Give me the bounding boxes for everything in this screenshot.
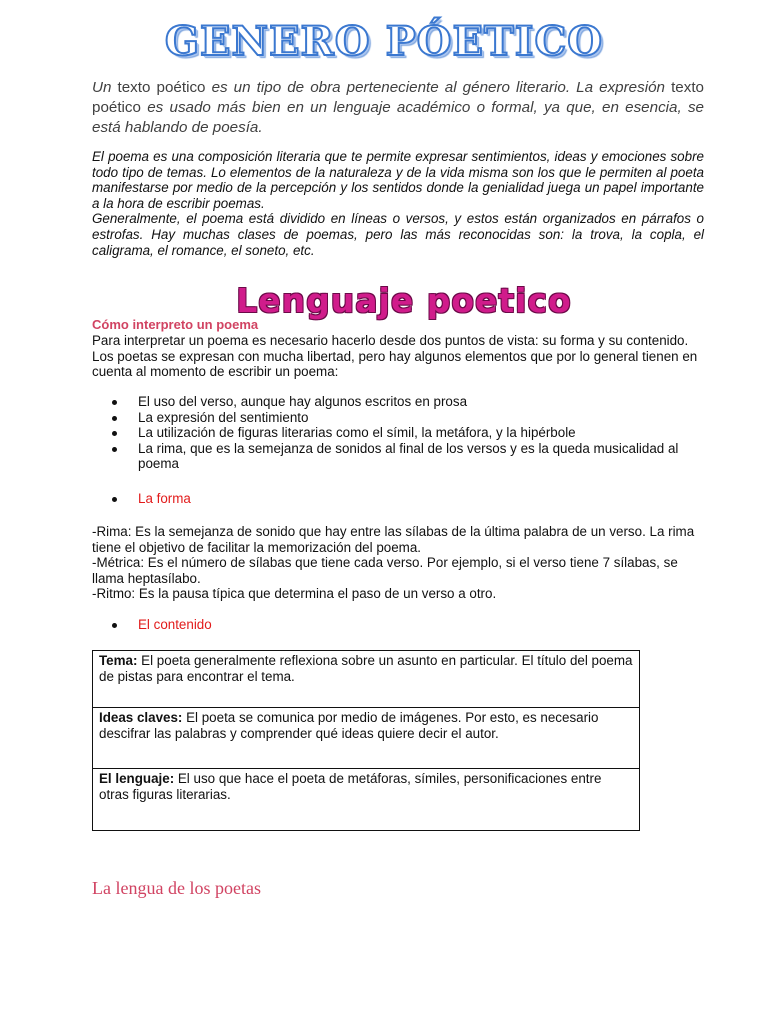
section-heading-lengua: La lengua de los poetas [92,878,261,898]
list-item [112,410,704,426]
interpretation-p1: Para interpretar un poema es necesario hacerlo desde dos puntos de vista: su forma y su contenido. [92,333,689,348]
table-row [93,708,640,769]
intro-part: Un [92,79,118,96]
poem-description-p2: Generalmente, el poema está dividido en líneas o versos, y estos están organizados en párrafos o estrofas. Hay muchas clases de poemas, pero las más reconocidas son: la trova, la copla, el caligrama, el romance, el soneto, etc. [92,211,704,258]
definition-ritmo: -Ritmo: Es la pausa típica que determina el paso de un verso a otro. [92,586,497,602]
bullet-icon [112,447,117,452]
contenido-label [112,617,212,632]
forma-label [112,491,191,506]
row-text: El uso que hace el poeta de metáforas, símiles, personificaciones entre otras figuras literarias. [99,771,602,802]
page-title: GENERO PÓETICO [164,18,604,65]
interpretation-p2: Los poetas se expresan con mucha libertad, pero hay algunos elementos que por lo general tienen en cuenta al momento de escribir un poema: [92,348,698,380]
elements-list [112,394,704,472]
bullet-icon [112,400,117,405]
bullet-icon [112,497,117,502]
forma-definitions [92,524,704,602]
intro-paragraph [92,78,704,138]
row-label: El lenguaje: [99,771,175,786]
row-text: El poeta generalmente reflexiona sobre un asunto en particular. El título del poema de pistas para encontrar el tema. [99,653,633,684]
table-cell [93,769,640,831]
contenido-label-text: El contenido [138,617,212,632]
list-item-text: La expresión del sentimiento [138,409,309,425]
table-cell [93,708,640,769]
row-text: El poeta se comunica por medio de imágenes. Por esto, es necesario descifrar las palabras y comprender qué ideas quiere decir el autor. [99,710,599,741]
intro-part: es usado más bien en un lenguaje académico o formal, ya que, en esencia, se está hablando de poesía. [92,99,704,136]
poem-description-p1: El poema es una composición literaria que te permite expresar sentimientos, ideas y emociones sobre todo tipo de temas. Lo elementos de la naturaleza y de la vida misma son los que le permiten al poeta manifestarse por medio de la percepción y los sentidos donde la genialidad juega un papel importante a la hora de escribir poemas. [92,149,704,211]
list-item-text: La utilización de figuras literarias como el símil, la metáfora, y la hipérbole [138,425,576,441]
row-label: Tema: [99,653,138,668]
section-title-lenguaje: Lenguaje poetico [236,281,572,320]
list-item [112,441,704,472]
bullet-icon [112,623,117,628]
list-item [112,425,704,441]
poem-description [92,149,704,258]
interpretation-text [92,333,704,380]
list-item-text: La rima, que es la semejanza de sonidos al final de los versos y es la queda musicalidad al poema [138,440,679,472]
bullet-icon [112,431,117,436]
row-label: Ideas claves: [99,710,183,725]
bullet-icon [112,416,117,421]
list-item-text: El uso del verso, aunque hay algunos escritos en prosa [138,394,468,409]
table-row [93,769,640,831]
definition-rima: -Rima: Es la semejanza de sonido que hay entre las sílabas de la última palabra de un verso. La rima tiene el objetivo de facilitar la memorización del poema. [92,524,695,555]
table-cell [93,651,640,708]
table-row [93,651,640,708]
content-table [92,650,640,831]
section-heading-como: Cómo interpreto un poema [92,317,259,332]
definition-metrica: -Métrica: Es el número de sílabas que tiene cada verso. Por ejemplo, si el verso tiene 7 sílabas, se llama heptasílabo. [92,555,678,586]
intro-part: texto poético [117,79,212,96]
intro-part: texto poético [92,79,704,116]
forma-label-text: La forma [138,491,191,506]
list-item [112,394,704,410]
intro-part: es un tipo de obra perteneciente al género literario. La expresión [211,79,672,96]
